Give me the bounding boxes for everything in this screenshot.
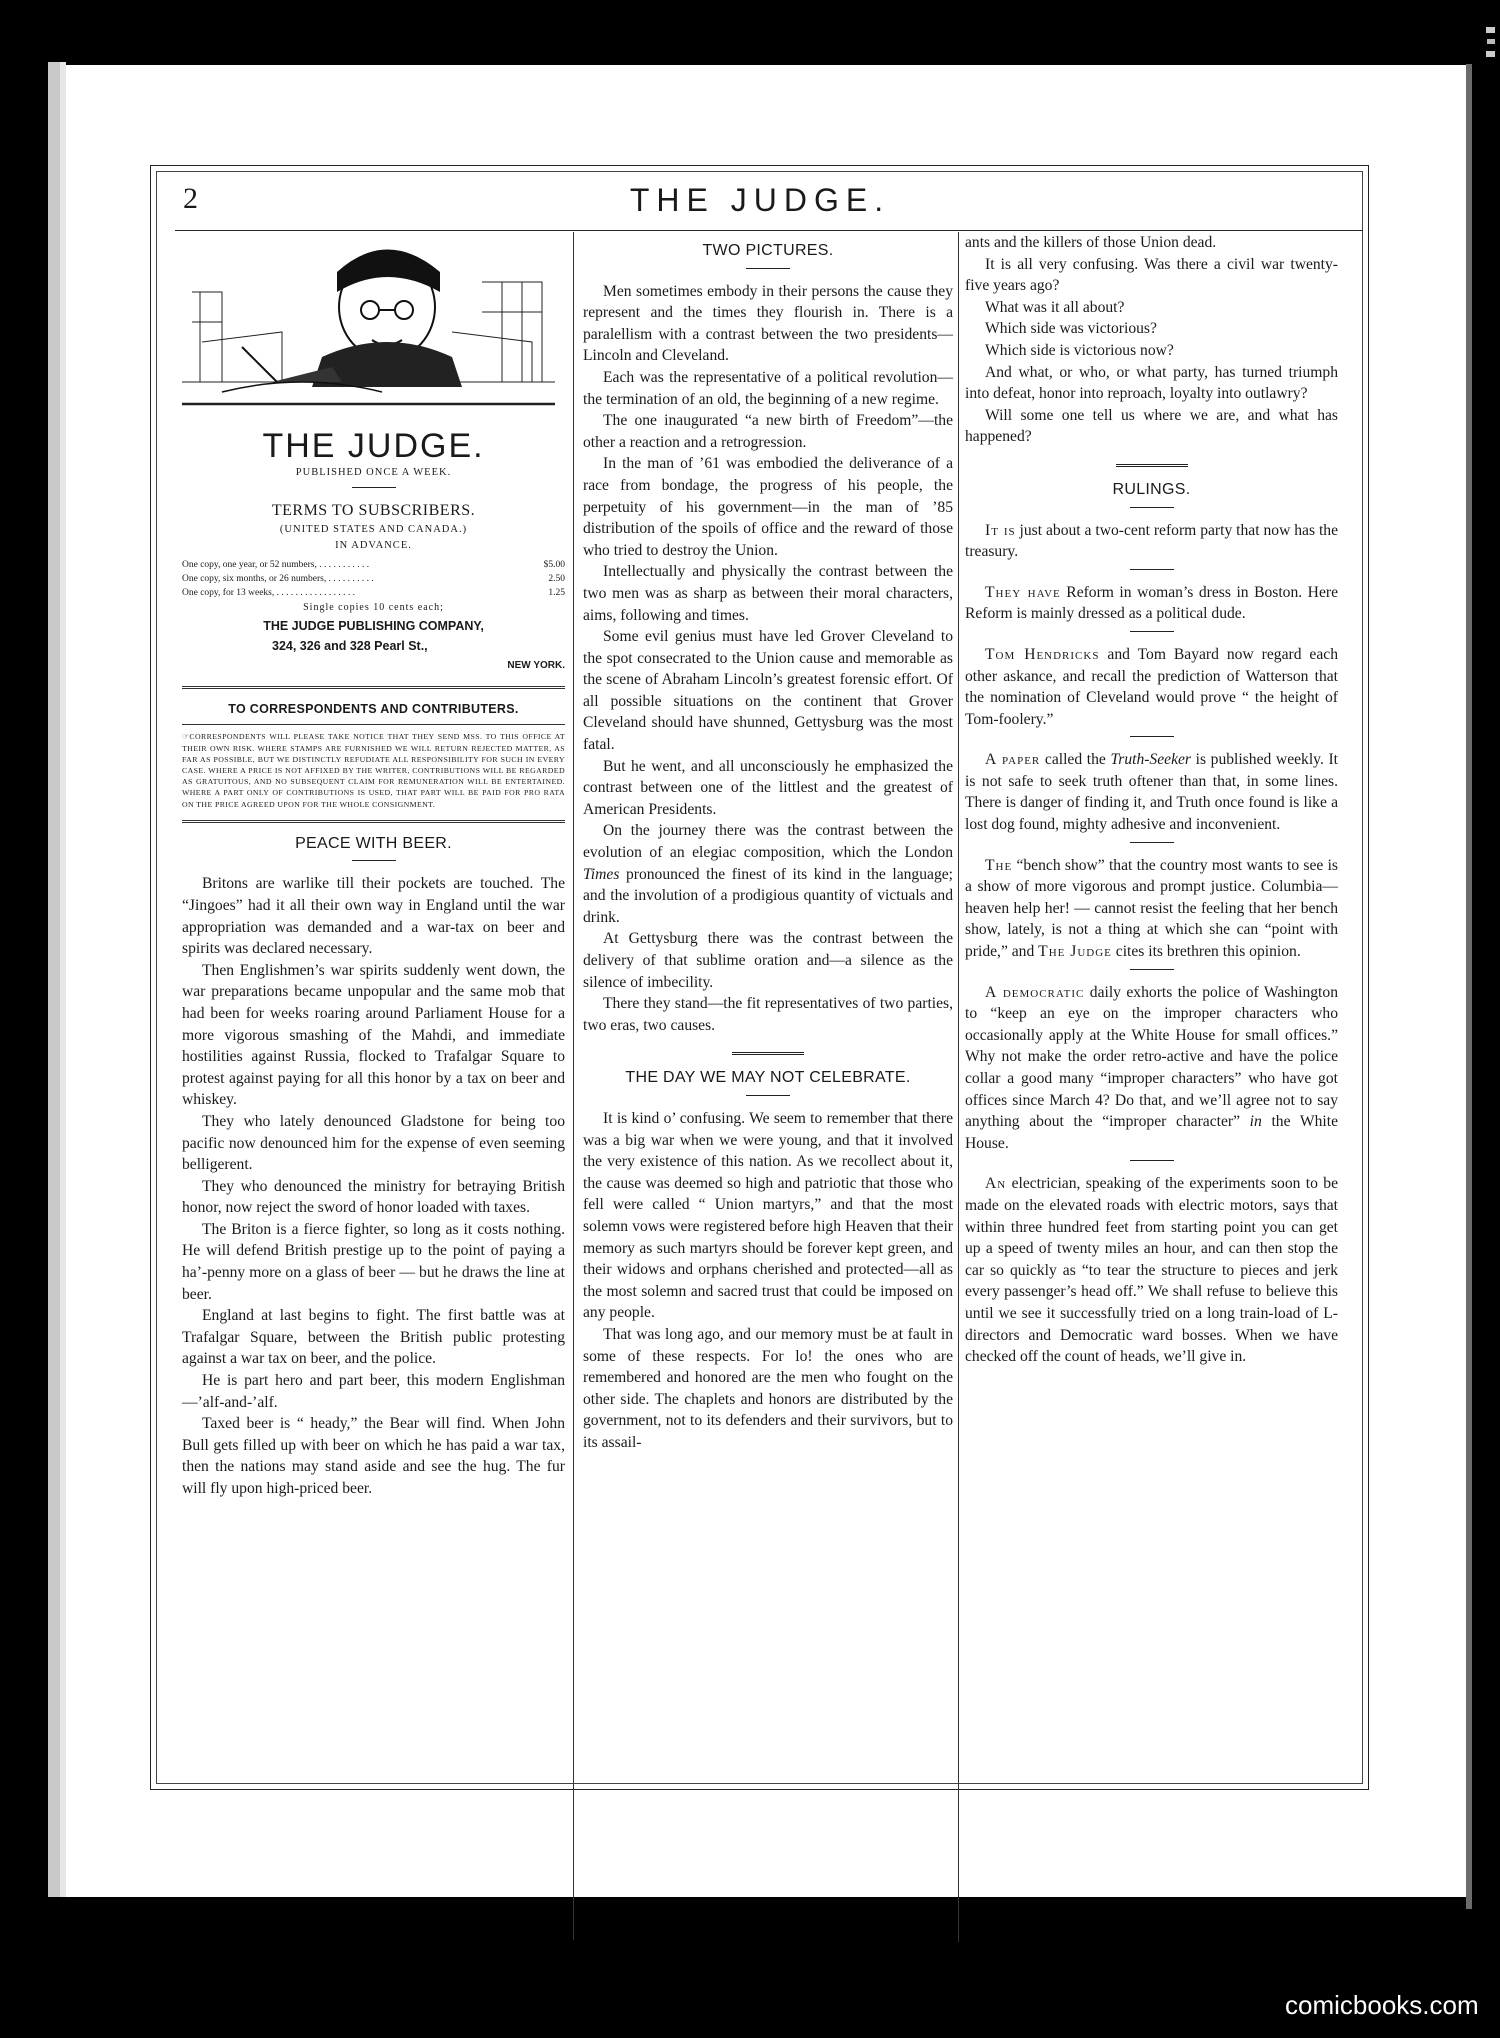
paragraph: The “bench show” that the country most wants to see is a show of more vigorous and prompt justice. Columbia—heaven help her! — cannot resist the feeling that her bench show, lately, is not a thing at which she can “point with pride,” and The Judge cites its brethren this opinion.	[965, 856, 1338, 961]
divider	[746, 268, 790, 269]
paragraph: That was long ago, and our memory must be at fault in some of these respects. For lo! the ones who are remembered and honored are the men who fought on the other side. The chaplets and honors are distributed by the government, not to its defenders and their survivors, but to its assail-	[583, 1325, 953, 1451]
paragraph: A paper called the Truth-Seeker is published weekly. It is not safe to seek truth oftener than that, in some lines. There is danger of finding it, and Truth once found is like a lost dog found, mighty adhesive and inconvenient.	[965, 751, 1338, 834]
spine-marks	[1485, 25, 1497, 65]
divider	[1130, 842, 1174, 843]
terms-heading: TERMS TO SUBSCRIBERS.	[271, 502, 476, 520]
double-divider	[1116, 464, 1188, 467]
divider	[746, 1095, 790, 1096]
column-rule-1	[573, 232, 574, 1940]
paragraph: What was it all about?	[985, 298, 1125, 316]
paragraph: Each was the representative of a political revolution—the termination of an old, the beginning of a new regime.	[583, 368, 953, 408]
rate-row: One copy, for 13 weeks, . . . . . . . . . . . . . . . . . 1.25	[182, 587, 565, 598]
paragraph: A democratic daily exhorts the police of Washington to “keep an eye on the improper characters who occasionally apply at the White House for small offices.” Why not make the order retro-active and have the police collar a good many “improper characters” who have got offices since March 4? Do that, and we’ll agree not to say anything about the “improper character” in the White House.	[965, 983, 1338, 1152]
divider	[1130, 569, 1174, 570]
single-copies: Single copies 10 cents each;	[303, 601, 444, 613]
double-rule	[182, 820, 565, 823]
paragraph: Which side was victorious?	[985, 320, 1157, 338]
times-italic: Times	[583, 865, 620, 883]
masthead: THE JUDGE.	[629, 182, 891, 218]
published-note: PUBLISHED ONCE A WEEK.	[295, 467, 452, 479]
paragraph: And what, or who, or what party, has turned triumph into defeat, honor into reproach, loyalty into outlawry?	[965, 363, 1338, 403]
paragraph: An electrician, speaking of the experiments soon to be made on the elevated roads with electric motors, says that within three hundred feet from starting point you can get up a speed of twenty miles an hour, and can then stop the car so quickly as “to tear the structure to pieces and jerk every passenger’s head off.” We shall refuse to believe this until we see it successfully tried on a long train-load of L-directors and Democratic ward bosses. When we have checked off the count of heads, we’ll give in.	[965, 1175, 1338, 1366]
double-divider	[732, 1052, 804, 1055]
paragraph: It is all very confusing. Was there a civil war twenty-five years ago?	[965, 255, 1338, 295]
editor-illustration	[182, 232, 555, 417]
binding-strip	[48, 62, 60, 1897]
paragraph: It is just about a two-cent reform party that now has the treasury.	[965, 521, 1339, 561]
correspondents-heading: TO CORRESPONDENTS AND CONTRIBUTERS.	[228, 701, 519, 716]
divider	[1130, 1160, 1174, 1161]
paragraph: They who lately denounced Gladstone for being too pacific now denounced him for the expense of even seeming belligerent.	[182, 1112, 565, 1174]
celebrate-heading: THE DAY WE MAY NOT CELEBRATE.	[625, 1069, 911, 1087]
pictures-heading: TWO PICTURES.	[702, 242, 834, 259]
paragraph: The Briton is a fierce fighter, so long as it costs nothing. He will defend British prestige up to the point of paying a ha’-penny more on a glass of beer — but he draws the line at beer.	[182, 1220, 565, 1303]
paragraph: At Gettysburg there was the contrast between the delivery of that sublime oration and—a silence as the silence of imbecility.	[583, 930, 953, 991]
publisher-name: THE JUDGE PUBLISHING COMPANY,	[263, 618, 484, 633]
rule	[182, 724, 565, 725]
rates-list	[182, 558, 565, 600]
divider	[352, 487, 396, 488]
publisher-city: NEW YORK.	[507, 659, 565, 671]
column-3	[965, 232, 1338, 1368]
correspondents-notice: ☞CORRESPONDENTS WILL PLEASE TAKE NOTICE THAT THEY SEND MSS. TO THIS OFFICE AT THEIR OWN RISK. WHERE STAMPS ARE FURNISHED WE WILL RETURN REJECTED MATTER, AS FAR AS POSSIBLE, BUT WE DISTINCTLY REFUDIATE ALL RESPONSIBILITY FOR SUCH IN EVERY CASE. WHERE A PRICE IS NOT AFFIXED BY THE WRITER, CONTRIBUTIONS WILL BE REGARDED AS GRATUITOUS, AND NO SUBSEQUENT CLAIM FOR REMUNERATION WILL BE ENTERTAINED. WHERE A PART ONLY OF CONTRIBUTIONS IS USED, THAT PART WILL BE PAID FOR PRO RATA ON THE PRICE AGREED UPON FOR THE WHOLE CONSIGNMENT.	[182, 732, 565, 809]
paragraph: Which side is victorious now?	[985, 341, 1174, 359]
column-1	[182, 232, 565, 1500]
next-page-edge	[1466, 64, 1472, 1909]
paragraph: In the man of ’61 was embodied the deliverance of a race from bondage, the progress of his people, the perpetuity of his government—in the man of ’85 distribution of the spoils of office and the reward of those who tried to destroy the Union.	[583, 455, 953, 559]
watermark: comicbooks.com	[1285, 1990, 1479, 2020]
paragraph: Some evil genius must have led Grover Cleveland to the spot consecrated to the Union cause and memorable as the scene of Abraham Lincoln’s greatest forensic effort. Of all possible situations on the continent that Grover Cleveland should have shunned, Gettysburg was the most fatal.	[583, 628, 953, 754]
paragraph: Tom Hendricks and Tom Bayard now regard each other askance, and recall the prediction of Watterson that the nomination of Cleveland would prove “ the height of Tom-foolery.”	[965, 645, 1338, 728]
advance-note: IN ADVANCE.	[335, 539, 412, 551]
rate-row: One copy, one year, or 52 numbers, . . . . . . . . . . . $5.00	[182, 559, 565, 570]
divider	[1130, 507, 1174, 508]
paragraph: He is part hero and part beer, this modern Englishman—’alf-and-’alf.	[182, 1372, 565, 1411]
divider	[1130, 631, 1174, 632]
divider	[352, 860, 396, 861]
paragraph: They who denounced the ministry for betraying British honor, now reject the sword of honor loaded with taxes.	[182, 1177, 565, 1217]
paragraph: Taxed beer is “ heady,” the Bear will find. When John Bull gets filled up with beer on which he has paid a war tax, then the nations may stand aside and see the hug. The fur will fly upon high-priced beer.	[182, 1415, 565, 1498]
judge-title: THE JUDGE.	[262, 426, 485, 465]
paragraph: England at last begins to fight. The first battle was at Trafalgar Square, between the British public protesting against a war tax on beer, and the police.	[182, 1307, 565, 1368]
paragraph: Men sometimes embody in their persons the cause they represent and the times they flourish in. There is a paralellism with a contrast between the two presidents—Lincoln and Cleveland.	[583, 282, 953, 365]
beer-heading: PEACE WITH BEER.	[295, 834, 452, 852]
column-rule-2	[958, 232, 959, 1942]
paragraph: The one inaugurated “a new birth of Freedom”—the other a reaction and a retrogression.	[583, 412, 953, 451]
paragraph: They have Reform in woman’s dress in Boston. Here Reform is mainly dressed as a political dude.	[965, 583, 1338, 623]
rulings-heading: RULINGS.	[1112, 480, 1191, 498]
publisher-address: 324, 326 and 328 Pearl St.,	[272, 638, 428, 653]
double-rule	[182, 686, 565, 689]
paragraph: Will some one tell us where we are, and what has happened?	[965, 406, 1338, 446]
paragraph: Then Englishmen’s war spirits suddenly went down, the war preparations became unpopular and the same mob that had been for weeks roaring around Parliament House for a more vigorous smashing of the Mahdi, and immediate hostilities against Russia, flocked to Trafalgar Square to protest against paying for all this honor by a tax on beer and whiskey.	[182, 961, 565, 1109]
masthead-rule	[175, 230, 1363, 231]
paragraph: On the journey there was the contrast between the evolution of an elegiac composition, which the London Times pronounced the finest of its kind in the language; and the involution of a prodigious quantity of victuals and drink.	[583, 822, 953, 926]
column-2	[583, 232, 953, 1453]
paragraph: But he went, and all unconsciously he emphasized the contrast between one of the littlest and the greatest of American Presidents.	[583, 757, 953, 818]
paragraph: It is kind o’ confusing. We seem to remember that there was a big war when we were young, and that it involved the very existence of this nation. As we recollect about it, the cause was deemed so high and patriotic that those who fell were called “ Union martyrs,” and that the most solemn vows were registered before high Heaven that their memory as such martyrs should be forever kept green, and their widows and orphans cherished and protected—all as the most solemn and sacred trust that could be imposed on any people.	[583, 1109, 953, 1322]
rate-row: One copy, six months, or 26 numbers, . . . . . . . . . . 2.50	[182, 573, 565, 584]
page-number: 2	[183, 182, 198, 215]
paragraph: Intellectually and physically the contrast between the two men was as sharp as between their moral characters, aims, following and times.	[583, 563, 953, 624]
paragraph: Britons are warlike till their pockets are touched. The “Jingoes” had it all their own way in England until the war appropriation was demanded and a war-tax on beer and spirits was declared necessary.	[182, 875, 565, 958]
divider	[1130, 736, 1174, 737]
region-note: (UNITED STATES AND CANADA.)	[279, 523, 468, 535]
divider	[1130, 969, 1174, 970]
paragraph: ants and the killers of those Union dead.	[965, 234, 1217, 251]
paragraph: There they stand—the fit representatives of two parties, two eras, two causes.	[583, 995, 953, 1034]
